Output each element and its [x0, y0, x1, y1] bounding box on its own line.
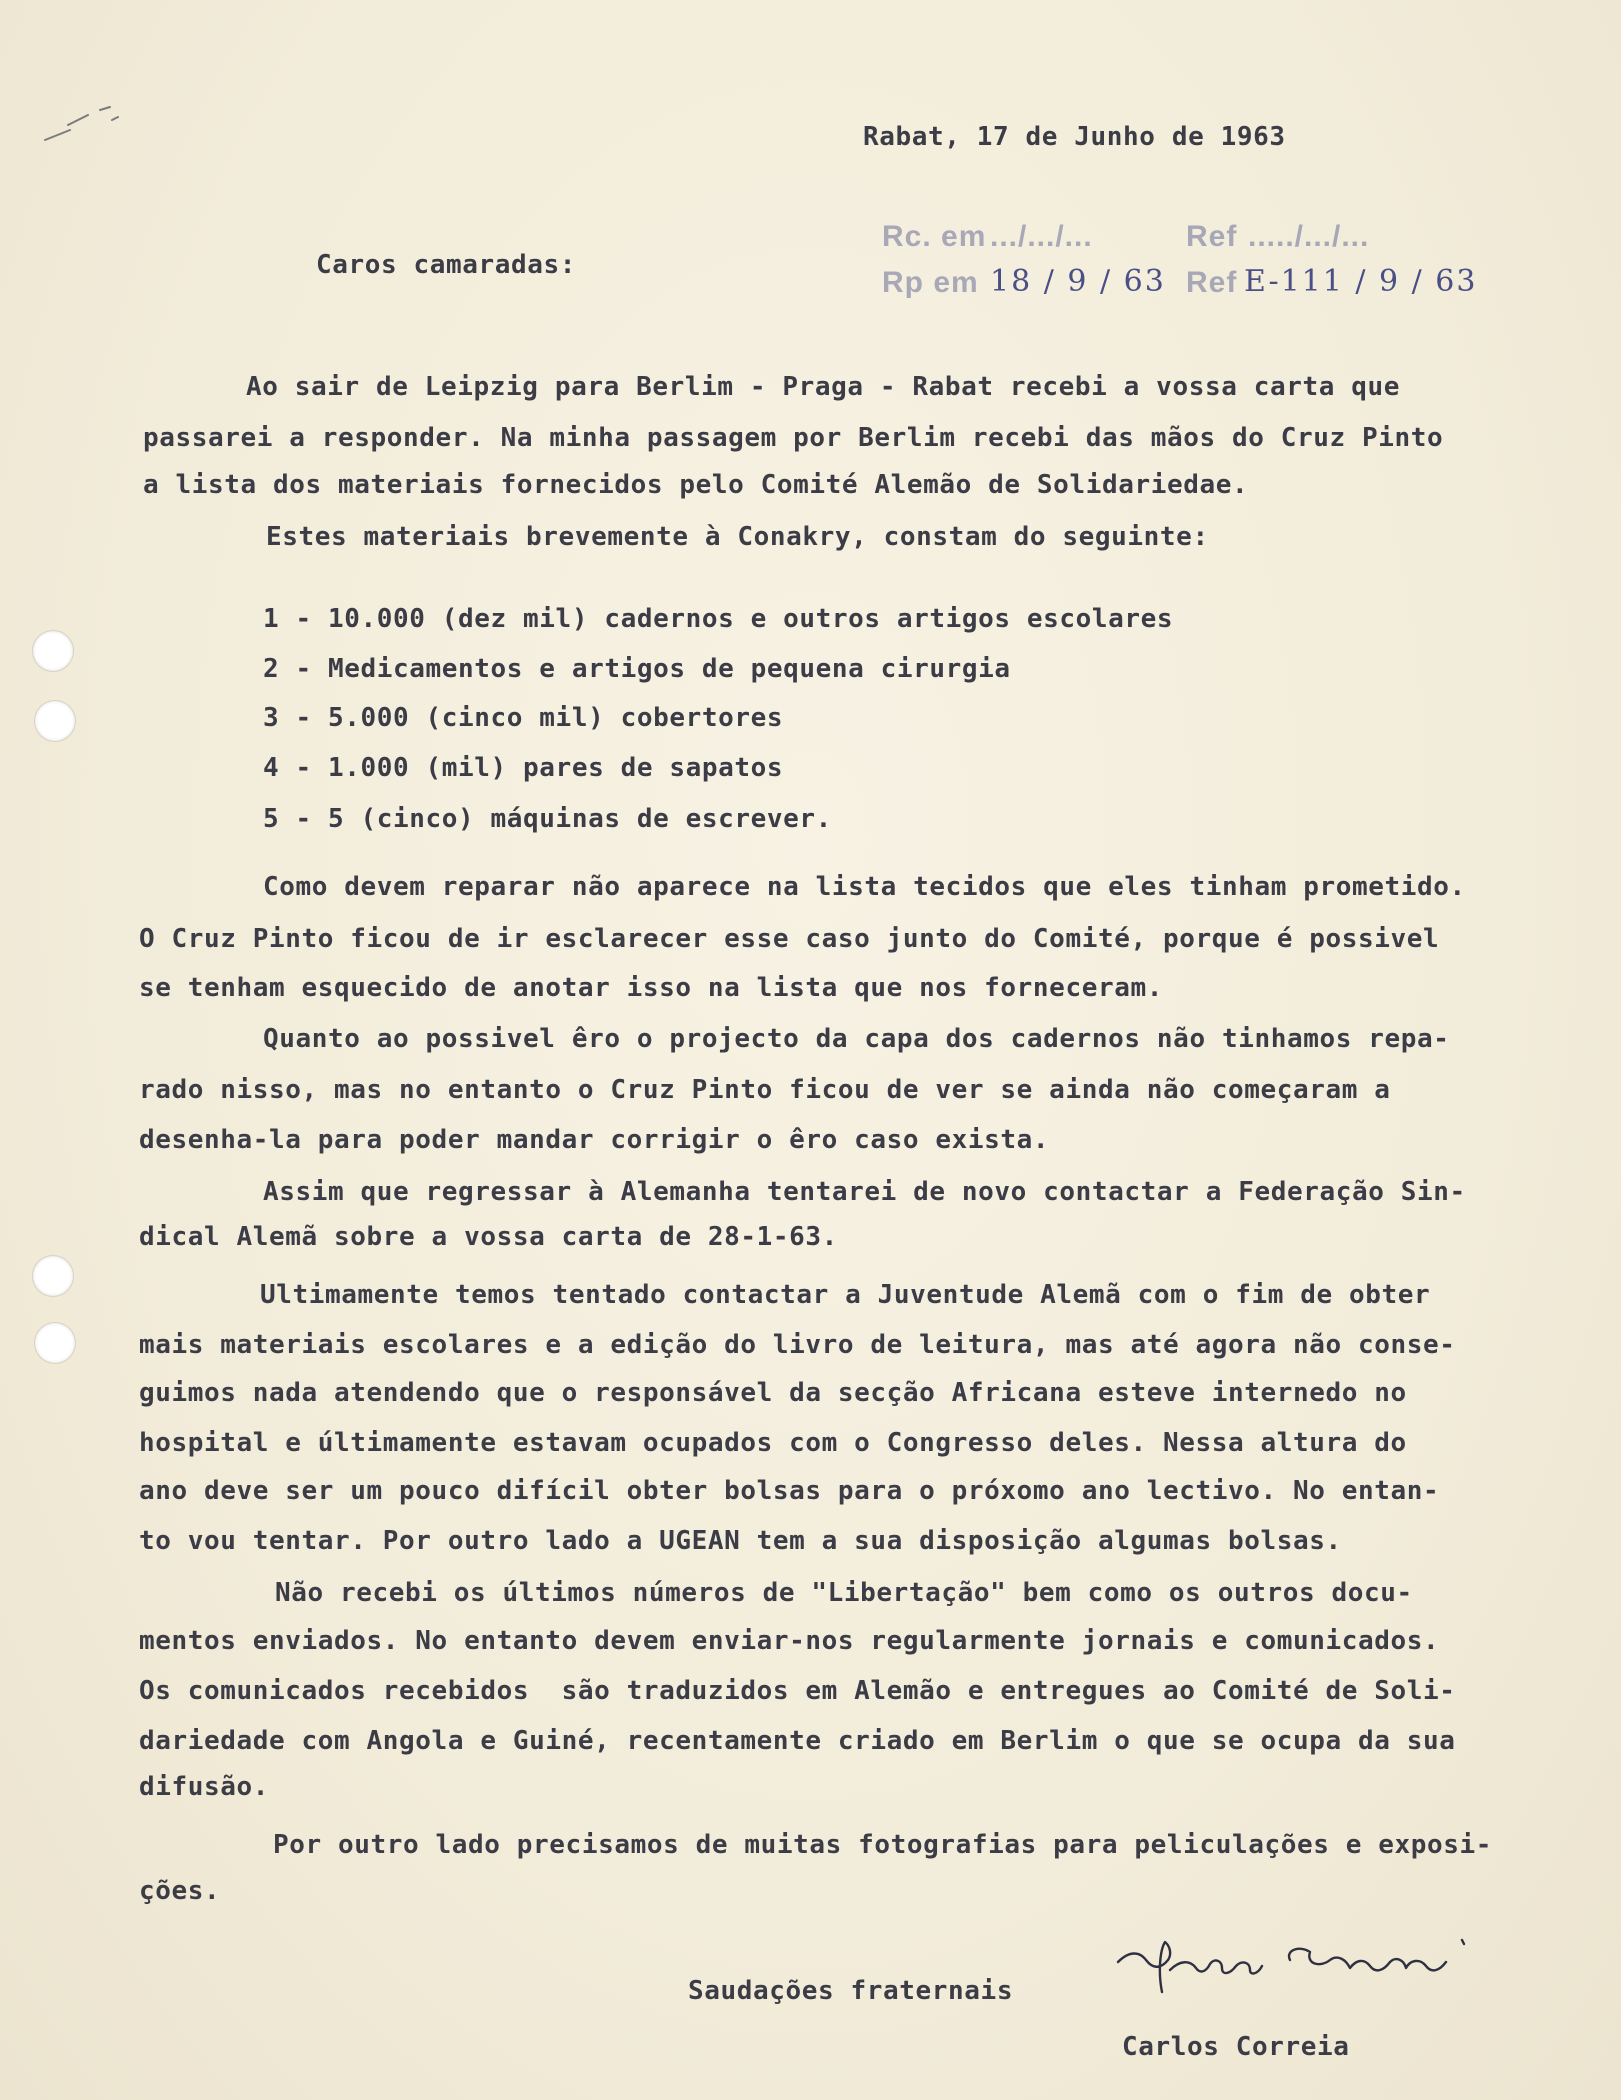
text-line: Como devem reparar não aparece na lista tecidos que eles tinham prometido.: [263, 872, 1466, 902]
text-line: a lista dos materiais fornecidos pelo Comité Alemão de Solidariedae.: [143, 470, 1249, 500]
text-line: mentos enviados. No entanto devem enviar-nos regularmente jornais e comunicados.: [139, 1626, 1440, 1656]
text-line: Ao sair de Leipzig para Berlim - Praga - Rabat recebi a vossa carta que: [246, 372, 1400, 402]
text-line: passarei a responder. Na minha passagem por Berlim recebi das mãos do Cruz Pinto: [143, 423, 1444, 453]
stamp-received-label: Rc. em: [882, 220, 987, 253]
signature: [1110, 1920, 1540, 2010]
text-line: guimos nada atendendo que o responsável da secção Africana esteve internedo no: [139, 1378, 1407, 1408]
text-line: Por outro lado precisamos de muitas fotografias para peliculações e exposi-: [273, 1830, 1492, 1860]
punch-hole: [32, 1255, 74, 1297]
list-item: 1 - 10.000 (dez mil) cadernos e outros artigos escolares: [263, 604, 1174, 634]
text-line: se tenham esquecido de anotar isso na lista que nos forneceram.: [139, 973, 1163, 1003]
text-line: Assim que regressar à Alemanha tentarei de novo contactar a Federação Sin-: [263, 1177, 1466, 1207]
text-line: Quanto ao possivel êro o projecto da capa dos cadernos não tinhamos repa-: [263, 1024, 1450, 1054]
stamp-ref-label-1: Ref: [1186, 220, 1238, 253]
salutation: Caros camaradas:: [316, 250, 577, 280]
pencil-mark: [40, 95, 130, 155]
list-item: 5 - 5 (cinco) máquinas de escrever.: [263, 804, 832, 834]
text-line: Não recebi os últimos números de "Libertação" bem como os outros docu-: [275, 1578, 1413, 1608]
punch-hole: [32, 630, 74, 672]
text-line: dariedade com Angola e Guiné, recentamente criado em Berlim o que se ocupa da sua: [139, 1726, 1456, 1756]
signer-name: Carlos Correia: [1122, 2032, 1350, 2062]
list-item: 4 - 1.000 (mil) pares de sapatos: [263, 753, 784, 783]
stamp-ref-value-1: ...../.../...: [1248, 220, 1370, 253]
paragraph-2: Estes materiais brevemente à Conakry, constam do seguinte:: [266, 522, 1209, 552]
closing: Saudações fraternais: [688, 1976, 1014, 2006]
text-line: O Cruz Pinto ficou de ir esclarecer esse caso junto do Comité, porque é possivel: [139, 924, 1440, 954]
text-line: dical Alemã sobre a vossa carta de 28-1-63.: [139, 1222, 838, 1252]
stamp-ref-label-2: Ref: [1186, 266, 1238, 299]
text-line: mais materiais escolares e a edição do livro de leitura, mas até agora não conse-: [139, 1330, 1456, 1360]
text-line: desenha-la para poder mandar corrigir o êro caso exista.: [139, 1125, 1050, 1155]
punch-hole: [34, 700, 76, 742]
text-line: Os comunicados recebidos são traduzidos em Alemão e entregues ao Comité de Soli-: [139, 1676, 1456, 1706]
date-line: Rabat, 17 de Junho de 1963: [863, 122, 1286, 152]
stamp-replied-value: 18 / 9 / 63: [990, 264, 1166, 299]
list-item: 2 - Medicamentos e artigos de pequena cirurgia: [263, 654, 1011, 684]
text-line: ano deve ser um pouco difícil obter bolsas para o próxomo ano lectivo. No entan-: [139, 1476, 1440, 1506]
text-line: to vou tentar. Por outro lado a UGEAN tem a sua disposição algumas bolsas.: [139, 1526, 1342, 1556]
text-line: rado nisso, mas no entanto o Cruz Pinto ficou de ver se ainda não começaram a: [139, 1075, 1391, 1105]
stamp-ref-value-2: E-111 / 9 / 63: [1244, 264, 1478, 299]
text-line: hospital e últimamente estavam ocupados com o Congresso deles. Nessa altura do: [139, 1428, 1407, 1458]
stamp-replied-label: Rp em: [882, 266, 979, 299]
list-item: 3 - 5.000 (cinco mil) cobertores: [263, 703, 784, 733]
text-line: difusão.: [139, 1772, 270, 1802]
text-line: ções.: [139, 1876, 221, 1906]
punch-hole: [34, 1322, 76, 1364]
stamp-received-value: .../.../...: [990, 220, 1093, 253]
text-line: Ultimamente temos tentado contactar a Juventude Alemã com o fim de obter: [260, 1280, 1431, 1310]
